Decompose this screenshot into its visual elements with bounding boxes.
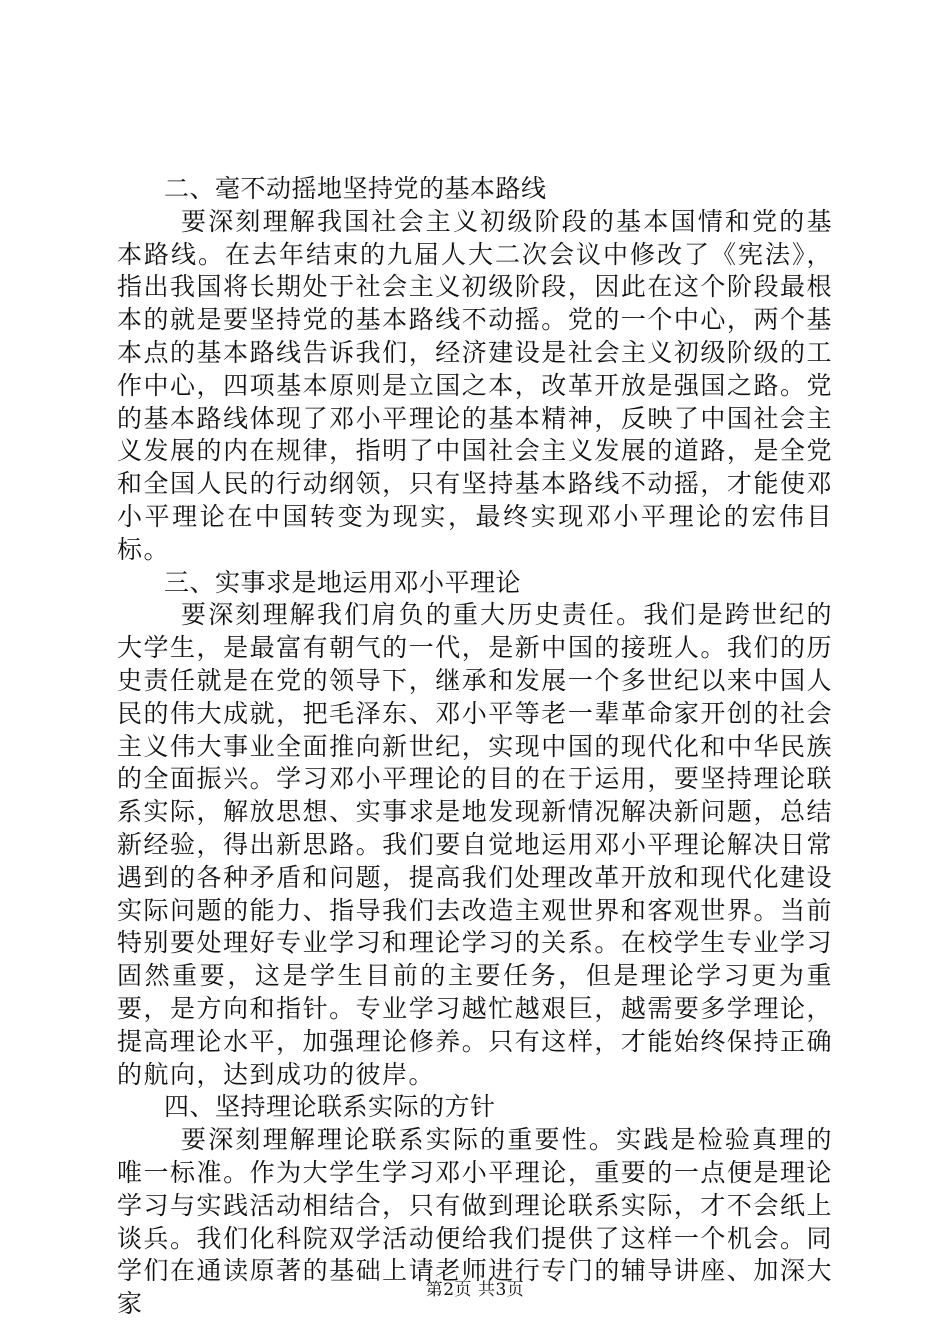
document-body — [117, 173, 833, 1321]
section-paragraph-4: 要深刻理解理论联系实际的重要性。实践是检验真理的唯一标准。作为大学生学习邓小平理论，重要的一点便是理论学习与实践活动相结合，只有做到理论联系实际，才不会纸上谈兵。我们化科院双学活动便给我们提供了这样一个机会。同学们在通读原著的基础上请老师进行专门的辅导讲座、加深大家 — [117, 1125, 833, 1319]
page-number-footer: 第2页 共3页 — [425, 1280, 525, 1300]
section-heading-2: 二、毫不动摇地坚持党的基本路线 — [164, 174, 547, 203]
section-paragraph-3: 要深刻理解我们肩负的重大历史责任。我们是跨世纪的大学生，是最富有朝气的一代，是新中国的接班人。我们的历史责任就是在党的领导下，继承和发展一个多世纪以来中国人民的伟大成就，把毛泽东、邓小平等老一辈革命家开创的社会主义伟大事业全面推向新世纪，实现中国的现代化和中华民族的全面振兴。学习邓小平理论的目的在于运用，要坚持理论联系实际，解放思想、实事求是地发现新情况解决新问题，总结新经验，得出新思路。我们要自觉地运用邓小平理论解决日常遇到的各种矛盾和问题，提高我们处理改革开放和现代化建设实际问题的能力、指导我们去改造主观世界和客观世界。当前特别要处理好专业学习和理论学习的关系。在校学生专业学习固然重要，这是学生目前的主要任务，但是理论学习更为重要，是方向和指针。专业学习越忙越艰巨，越需要多学理论，提高理论水平，加强理论修养。只有这样，才能始终保持正确的航向，达到成功的彼岸。 — [117, 600, 833, 1089]
section-heading-4: 四、坚持理论联系实际的方针 — [164, 1092, 496, 1122]
section-heading-3: 三、实事求是地运用邓小平理论 — [164, 567, 522, 597]
section-paragraph-2: 要深刻理解我国社会主义初级阶段的基本国情和党的基本路线。在去年结束的九届人大二次会议中修改了《宪法》，指出我国将长期处于社会主义初级阶段，因此在这个阶段最根本的就是要坚持党的基本路线不动摇。党的一个中心，两个基本点的基本路线告诉我们，经济建设是社会主义初级阶级的工作中心，四项基本原则是立国之本，改革开放是强国之路。党的基本路线体现了邓小平理论的基本精神，反映了中国社会主义发展的内在规律，指明了中国社会主义发展的道路，是全党和全国人民的行动纲领，只有坚持基本路线不动摇，才能使邓小平理论在中国转变为现实，最终实现邓小平理论的宏伟目标。 — [117, 206, 833, 564]
